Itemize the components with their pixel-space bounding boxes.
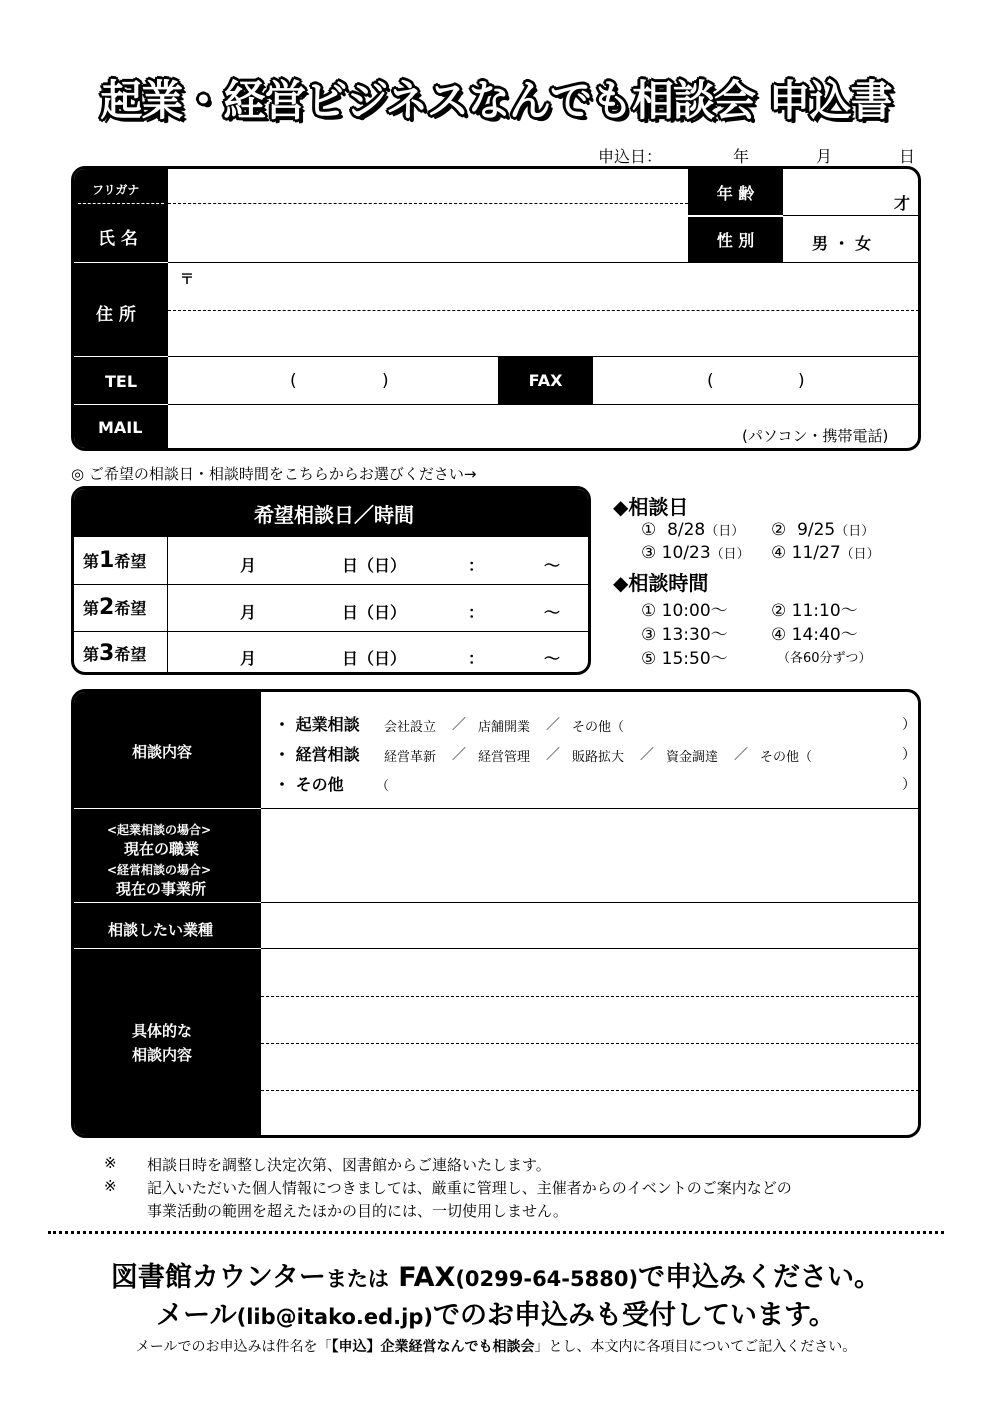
option-sales-expansion[interactable]: 販路拡大	[572, 750, 625, 765]
preference-row-3-label: 第3希望	[83, 641, 147, 666]
row-divider	[261, 808, 921, 809]
gender-options[interactable]: 男 ・ 女	[812, 234, 872, 253]
job-label-2: 現在の事業所	[116, 880, 207, 898]
page-title: 起業・経営ビジネスなんでも相談会 申込書	[100, 76, 892, 125]
row-divider	[261, 902, 921, 903]
time-item-5: ⑤ 15:50～	[641, 649, 728, 669]
furigana-line	[168, 203, 688, 204]
preference-row-1-day[interactable]: 日（日）	[342, 556, 407, 575]
date-item-2: ② 9/25（日）	[771, 520, 875, 540]
label-divider	[74, 808, 261, 809]
option-fundraising[interactable]: 資金調達	[666, 750, 719, 765]
label-divider	[74, 262, 168, 263]
option-management-innovation[interactable]: 経営革新	[384, 750, 437, 765]
fax-paren-open: (	[707, 371, 714, 391]
slash: ／	[734, 747, 748, 763]
postal-input[interactable]	[198, 265, 918, 309]
preference-header: 希望相談日／時間	[74, 489, 591, 537]
time-item-1: ① 10:00～	[641, 601, 728, 621]
note-text-2: 記入いただいた個人情報につきましては、厳重に管理し、主催者からのイベントのご案内などの	[147, 1179, 792, 1197]
preference-row-3-time[interactable]: ：	[468, 649, 485, 668]
slash: ／	[546, 717, 560, 733]
address-dotted-line	[168, 310, 921, 311]
application-date-month: 月	[816, 147, 833, 166]
preference-row-1-month[interactable]: 月	[240, 556, 257, 575]
close-paren: ）	[902, 747, 916, 763]
preference-row-3-tilde: ～	[544, 649, 561, 668]
preference-row-2-day[interactable]: 日（日）	[342, 603, 407, 622]
furigana-label: フリガナ	[92, 183, 140, 197]
slash: ／	[452, 747, 466, 763]
preference-row-3-day[interactable]: 日（日）	[342, 649, 407, 668]
row-divider	[168, 262, 921, 263]
note-mark-2: ※	[104, 1177, 117, 1195]
label-divider	[74, 356, 168, 357]
preference-row-2-time[interactable]: ：	[468, 603, 485, 622]
footer-line-3: メールでのお申込みは件名を「【申込】企業経営なんでも相談会」とし、本文内に各項目についてご記入ください。	[135, 1339, 857, 1355]
date-item-4: ④ 11/27（日）	[771, 543, 880, 563]
application-date-label: 申込日：	[598, 147, 663, 166]
tel-input[interactable]	[170, 359, 496, 403]
furigana-input[interactable]	[170, 171, 686, 201]
consult-type-label: 相談内容	[132, 743, 193, 761]
age-input[interactable]	[785, 171, 895, 213]
consult-other-head[interactable]: ・ その他	[274, 775, 344, 794]
slash: ／	[546, 747, 560, 763]
option-management-control[interactable]: 経営管理	[478, 750, 531, 765]
job-label-1: 現在の職業	[124, 840, 200, 858]
application-date-year: 年	[733, 147, 750, 166]
consultation-form	[71, 689, 921, 1138]
note-text-3: 事業活動の範囲を超えたほかの目的には、一切使用しません。	[147, 1202, 568, 1220]
option-store-opening[interactable]: 店舗開業	[478, 720, 531, 735]
job-label-note-1: <起業相談の場合>	[107, 823, 212, 837]
fax-paren-close: )	[798, 371, 805, 391]
dates-heading: ◆相談日	[613, 495, 689, 519]
name-input[interactable]	[170, 207, 686, 259]
age-unit: 才	[894, 194, 911, 213]
postal-mark: 〒	[180, 272, 194, 288]
preference-row-2-month[interactable]: 月	[240, 603, 257, 622]
times-heading: ◆相談時間	[613, 571, 709, 595]
option-other-open: （	[376, 779, 390, 794]
fax-label: FAX	[498, 356, 593, 404]
option-company-setup[interactable]: 会社設立	[384, 720, 437, 735]
details-label-2: 相談内容	[132, 1046, 193, 1064]
industry-input[interactable]	[264, 905, 919, 946]
note-mark-1: ※	[104, 1154, 117, 1172]
details-input[interactable]	[264, 951, 919, 1137]
mail-note: (パソコン・携帯電話)	[742, 427, 889, 445]
footer-line-2: メール(lib@itako.ed.jp)でのお申込みも受付しています。	[156, 1300, 836, 1331]
schedule-prompt: ◎ ご希望の相談日・相談時間をこちらからお選びください→	[71, 465, 477, 483]
preference-table	[71, 486, 591, 675]
age-label: 年 齢	[688, 169, 783, 215]
date-item-3: ③ 10/23（日）	[641, 543, 750, 563]
preference-row-3-month[interactable]: 月	[240, 649, 257, 668]
fax-input[interactable]	[595, 359, 921, 403]
preference-row-divider	[74, 584, 591, 585]
consult-startup-head[interactable]: ・ 起業相談	[274, 715, 360, 734]
preference-row-1-time[interactable]: ：	[468, 556, 485, 575]
industry-label: 相談したい業種	[108, 921, 214, 939]
applicant-form	[71, 166, 921, 451]
details-label-1: 具体的な	[132, 1022, 193, 1040]
preference-row-1-label: 第1希望	[83, 548, 147, 573]
row-divider	[168, 404, 921, 405]
tel-label: TEL	[105, 372, 138, 391]
preference-row-divider	[74, 631, 591, 632]
preference-row-1-tilde: ～	[544, 556, 561, 575]
job-label-note-2: <経営相談の場合>	[107, 863, 212, 877]
close-paren: ）	[902, 717, 916, 733]
mail-label: MAIL	[98, 418, 143, 437]
option-startup-other[interactable]: その他（	[572, 720, 625, 735]
label-divider	[74, 948, 261, 949]
age-divider	[783, 215, 921, 216]
slash: ／	[640, 747, 654, 763]
current-job-input[interactable]	[264, 812, 919, 900]
application-date-day: 日	[899, 147, 916, 166]
consult-management-head[interactable]: ・ 経営相談	[274, 745, 360, 764]
date-item-1: ① 8/28（日）	[641, 520, 745, 540]
name-label: 氏 名	[98, 229, 138, 249]
option-management-other[interactable]: その他（	[760, 750, 813, 765]
tel-paren-open: (	[290, 371, 297, 391]
times-note: （各60分ずつ）	[777, 651, 872, 666]
address-input[interactable]	[170, 312, 920, 354]
note-text-1: 相談日時を調整し決定次第、図書館からご連絡いたします。	[147, 1156, 551, 1174]
furigana-divider	[78, 203, 164, 204]
slash: ／	[452, 717, 466, 733]
label-divider	[74, 404, 168, 405]
preference-row-2-tilde: ～	[544, 603, 561, 622]
tel-paren-close: )	[382, 371, 389, 391]
row-divider	[261, 948, 921, 949]
time-item-2: ② 11:10～	[771, 601, 858, 621]
preference-row-2-label: 第2希望	[83, 595, 147, 620]
close-paren: ）	[902, 777, 916, 793]
time-item-3: ③ 13:30～	[641, 625, 728, 645]
footer-line-1: 図書館カウンターまたは FAX(0299-64-5880)で申込みください。	[110, 1262, 882, 1293]
preference-col-divider	[167, 537, 168, 675]
gender-label: 性 別	[688, 217, 783, 262]
dotted-separator	[48, 1231, 944, 1234]
time-item-4: ④ 14:40～	[771, 625, 858, 645]
address-label: 住 所	[96, 305, 136, 325]
label-divider	[74, 902, 261, 903]
mail-input[interactable]	[170, 407, 730, 447]
